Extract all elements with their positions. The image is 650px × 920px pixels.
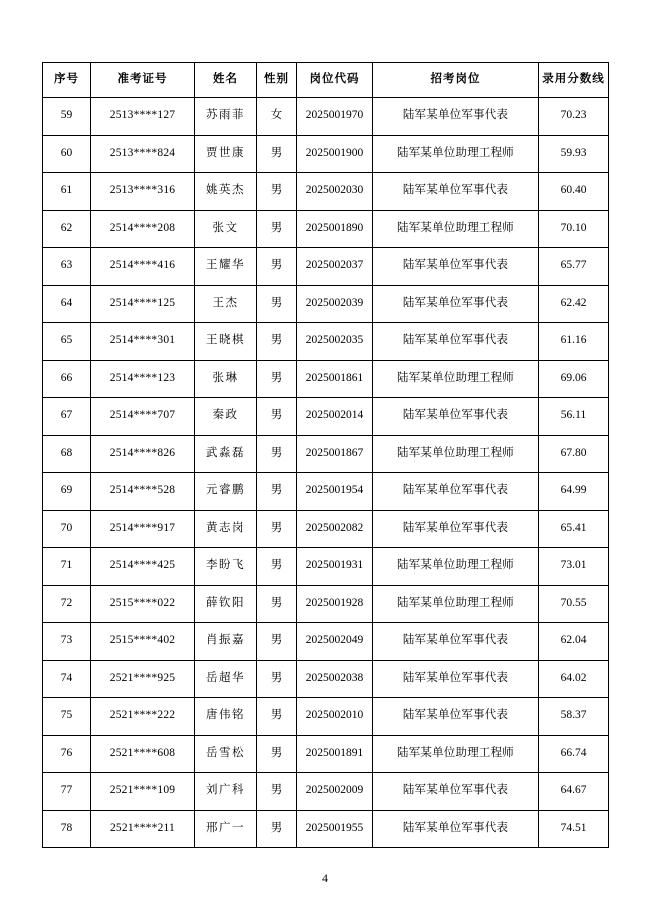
cell-post: 陆军某单位助理工程师	[373, 735, 539, 773]
cell-post-code: 2025001954	[297, 473, 373, 511]
cell-post: 陆军某单位军事代表	[373, 810, 539, 848]
cell-name: 秦政	[195, 398, 257, 436]
cell-name: 王杰	[195, 285, 257, 323]
cell-name: 姚英杰	[195, 173, 257, 211]
cell-seq: 61	[43, 173, 91, 211]
cell-ticket: 2514****416	[91, 248, 195, 286]
cell-seq: 75	[43, 698, 91, 736]
cell-post: 陆军某单位军事代表	[373, 248, 539, 286]
cell-post: 陆军某单位军事代表	[373, 773, 539, 811]
table-row	[43, 660, 609, 698]
cell-seq: 67	[43, 398, 91, 436]
cell-name: 王晓棋	[195, 323, 257, 361]
table-row	[43, 210, 609, 248]
cell-post-code: 2025002009	[297, 773, 373, 811]
cell-gender: 男	[257, 585, 297, 623]
cell-name: 唐伟铭	[195, 698, 257, 736]
cell-gender: 女	[257, 98, 297, 136]
cell-post: 陆军某单位军事代表	[373, 510, 539, 548]
table-header	[43, 63, 609, 98]
cell-post: 陆军某单位军事代表	[373, 98, 539, 136]
cell-ticket: 2514****707	[91, 398, 195, 436]
cell-post: 陆军某单位军事代表	[373, 285, 539, 323]
cell-gender: 男	[257, 735, 297, 773]
column-header-gender: 性别	[257, 63, 297, 98]
cell-gender: 男	[257, 698, 297, 736]
cell-post: 陆军某单位助理工程师	[373, 360, 539, 398]
cell-post-code: 2025001867	[297, 435, 373, 473]
cell-seq: 59	[43, 98, 91, 136]
cell-gender: 男	[257, 360, 297, 398]
cell-ticket: 2521****925	[91, 660, 195, 698]
cell-post-code: 2025001955	[297, 810, 373, 848]
table-row	[43, 548, 609, 586]
cell-post: 陆军某单位军事代表	[373, 623, 539, 661]
cell-ticket: 2514****208	[91, 210, 195, 248]
cell-seq: 76	[43, 735, 91, 773]
cell-score: 56.11	[539, 398, 609, 436]
cell-score: 58.37	[539, 698, 609, 736]
cell-score: 73.01	[539, 548, 609, 586]
table-row	[43, 435, 609, 473]
cell-ticket: 2521****222	[91, 698, 195, 736]
cell-seq: 71	[43, 548, 91, 586]
cell-seq: 72	[43, 585, 91, 623]
cell-score: 59.93	[539, 135, 609, 173]
cell-post: 陆军某单位军事代表	[373, 698, 539, 736]
cell-seq: 74	[43, 660, 91, 698]
cell-gender: 男	[257, 623, 297, 661]
cell-post-code: 2025001890	[297, 210, 373, 248]
table-header-row	[43, 63, 609, 98]
cell-score: 66.74	[539, 735, 609, 773]
cell-gender: 男	[257, 473, 297, 511]
cell-ticket: 2521****211	[91, 810, 195, 848]
cell-gender: 男	[257, 135, 297, 173]
cell-ticket: 2514****528	[91, 473, 195, 511]
cell-seq: 77	[43, 773, 91, 811]
cell-ticket: 2514****826	[91, 435, 195, 473]
cell-post: 陆军某单位助理工程师	[373, 548, 539, 586]
cell-seq: 66	[43, 360, 91, 398]
cell-name: 贾世康	[195, 135, 257, 173]
table-row	[43, 810, 609, 848]
cell-score: 65.41	[539, 510, 609, 548]
cell-post: 陆军某单位助理工程师	[373, 435, 539, 473]
cell-name: 岳雪松	[195, 735, 257, 773]
cell-gender: 男	[257, 248, 297, 286]
cell-gender: 男	[257, 398, 297, 436]
cell-ticket: 2514****917	[91, 510, 195, 548]
cell-post: 陆军某单位军事代表	[373, 173, 539, 211]
recruitment-score-table	[42, 62, 609, 848]
table-row	[43, 285, 609, 323]
cell-gender: 男	[257, 285, 297, 323]
cell-post-code: 2025002082	[297, 510, 373, 548]
cell-ticket: 2514****425	[91, 548, 195, 586]
cell-score: 62.04	[539, 623, 609, 661]
cell-seq: 64	[43, 285, 91, 323]
cell-ticket: 2521****608	[91, 735, 195, 773]
table-row	[43, 623, 609, 661]
cell-score: 74.51	[539, 810, 609, 848]
cell-ticket: 2513****824	[91, 135, 195, 173]
cell-seq: 69	[43, 473, 91, 511]
cell-seq: 78	[43, 810, 91, 848]
cell-post-code: 2025001931	[297, 548, 373, 586]
cell-gender: 男	[257, 173, 297, 211]
table-row	[43, 398, 609, 436]
column-header-seq: 序号	[43, 63, 91, 98]
column-header-post: 招考岗位	[373, 63, 539, 98]
column-header-name: 姓名	[195, 63, 257, 98]
table-row	[43, 510, 609, 548]
cell-score: 70.55	[539, 585, 609, 623]
table-row	[43, 98, 609, 136]
cell-post: 陆军某单位助理工程师	[373, 210, 539, 248]
table-row	[43, 248, 609, 286]
cell-seq: 65	[43, 323, 91, 361]
cell-score: 61.16	[539, 323, 609, 361]
table-row	[43, 698, 609, 736]
cell-ticket: 2513****127	[91, 98, 195, 136]
cell-name: 元睿鹏	[195, 473, 257, 511]
cell-name: 李盼飞	[195, 548, 257, 586]
cell-post: 陆军某单位军事代表	[373, 398, 539, 436]
cell-ticket: 2513****316	[91, 173, 195, 211]
cell-post: 陆军某单位助理工程师	[373, 585, 539, 623]
cell-ticket: 2514****125	[91, 285, 195, 323]
table-row	[43, 473, 609, 511]
cell-gender: 男	[257, 435, 297, 473]
cell-post-code: 2025002014	[297, 398, 373, 436]
cell-post: 陆军某单位军事代表	[373, 323, 539, 361]
cell-score: 65.77	[539, 248, 609, 286]
table-row	[43, 585, 609, 623]
cell-score: 70.23	[539, 98, 609, 136]
cell-post-code: 2025001970	[297, 98, 373, 136]
cell-name: 王耀华	[195, 248, 257, 286]
column-header-score-line: 录用分数线	[539, 63, 609, 98]
cell-ticket: 2515****402	[91, 623, 195, 661]
cell-score: 64.99	[539, 473, 609, 511]
cell-seq: 63	[43, 248, 91, 286]
cell-post-code: 2025002035	[297, 323, 373, 361]
cell-post-code: 2025002037	[297, 248, 373, 286]
cell-score: 64.67	[539, 773, 609, 811]
cell-score: 64.02	[539, 660, 609, 698]
cell-score: 67.80	[539, 435, 609, 473]
table-row	[43, 173, 609, 211]
cell-name: 刘广科	[195, 773, 257, 811]
cell-seq: 62	[43, 210, 91, 248]
cell-post-code: 2025002039	[297, 285, 373, 323]
cell-name: 苏雨菲	[195, 98, 257, 136]
cell-name: 黄志岗	[195, 510, 257, 548]
cell-name: 薛钦阳	[195, 585, 257, 623]
cell-name: 肖振嘉	[195, 623, 257, 661]
cell-post: 陆军某单位军事代表	[373, 473, 539, 511]
cell-post-code: 2025002049	[297, 623, 373, 661]
table-row	[43, 135, 609, 173]
cell-score: 62.42	[539, 285, 609, 323]
table-row	[43, 360, 609, 398]
cell-name: 邢广一	[195, 810, 257, 848]
cell-post-code: 2025001900	[297, 135, 373, 173]
table-body	[43, 98, 609, 848]
cell-seq: 68	[43, 435, 91, 473]
cell-post-code: 2025002030	[297, 173, 373, 211]
column-header-ticket: 准考证号	[91, 63, 195, 98]
cell-gender: 男	[257, 548, 297, 586]
cell-post-code: 2025001891	[297, 735, 373, 773]
cell-seq: 70	[43, 510, 91, 548]
cell-gender: 男	[257, 323, 297, 361]
cell-post-code: 2025001928	[297, 585, 373, 623]
cell-post-code: 2025002010	[297, 698, 373, 736]
column-header-post-code: 岗位代码	[297, 63, 373, 98]
cell-gender: 男	[257, 773, 297, 811]
table-row	[43, 735, 609, 773]
cell-post-code: 2025002038	[297, 660, 373, 698]
cell-name: 岳超华	[195, 660, 257, 698]
table-row	[43, 773, 609, 811]
cell-gender: 男	[257, 810, 297, 848]
cell-gender: 男	[257, 210, 297, 248]
cell-post: 陆军某单位助理工程师	[373, 135, 539, 173]
cell-seq: 60	[43, 135, 91, 173]
cell-name: 张琳	[195, 360, 257, 398]
cell-gender: 男	[257, 510, 297, 548]
cell-ticket: 2514****123	[91, 360, 195, 398]
cell-name: 武淼磊	[195, 435, 257, 473]
cell-score: 70.10	[539, 210, 609, 248]
cell-seq: 73	[43, 623, 91, 661]
cell-gender: 男	[257, 660, 297, 698]
page-number: 4	[322, 871, 328, 885]
table-row	[43, 323, 609, 361]
cell-ticket: 2521****109	[91, 773, 195, 811]
cell-ticket: 2515****022	[91, 585, 195, 623]
cell-post: 陆军某单位军事代表	[373, 660, 539, 698]
cell-ticket: 2514****301	[91, 323, 195, 361]
cell-score: 69.06	[539, 360, 609, 398]
cell-score: 60.40	[539, 173, 609, 211]
cell-post-code: 2025001861	[297, 360, 373, 398]
cell-name: 张文	[195, 210, 257, 248]
